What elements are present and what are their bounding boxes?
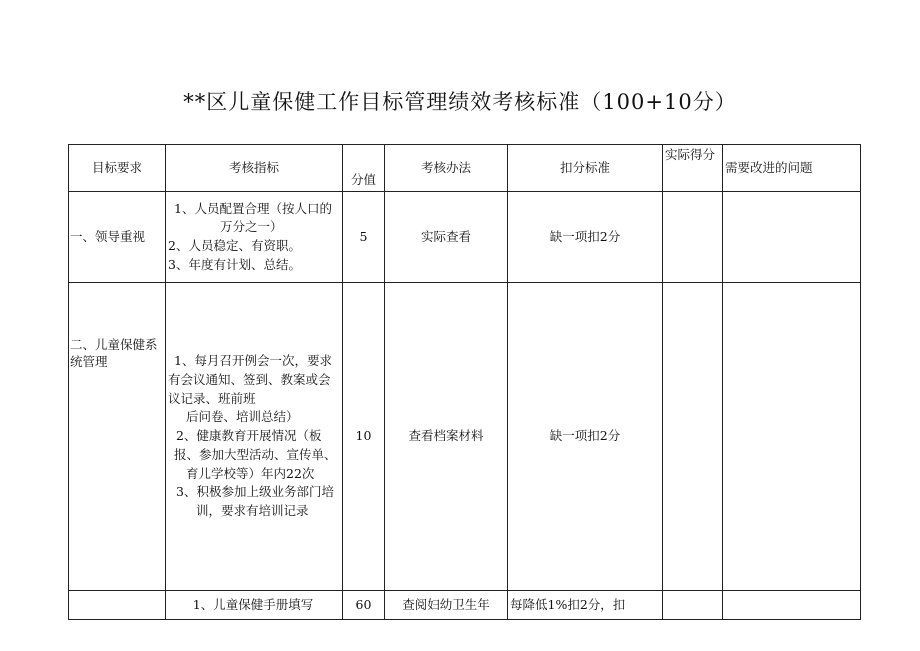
issues-cell[interactable] [723,192,861,283]
assessment-table [68,144,861,620]
method-cell: 实际查看 [385,192,508,283]
deduction-cell: 缺一项扣2分 [508,192,663,283]
header-goal: 目标要求 [69,145,166,192]
method-cell: 查看档案材料 [385,283,508,591]
indicator-line: 1、儿童保健手册填写 [192,596,314,612]
score-cell: 5 [343,192,385,283]
indicator-line: 后问卷、培训总结） [186,409,299,425]
header-indicator: 考核指标 [166,145,343,192]
page-title: **区儿童保健工作目标管理绩效考核标准（100+10分） [183,90,737,114]
deduction-cell: 每降低1%扣2分，扣 [508,591,663,620]
method-cell: 查阅妇幼卫生年 [385,591,508,620]
indicator-line: 2、人员稳定、有资职。 [168,238,301,253]
indicator-line: 3、年度有计划、总结。 [168,256,301,272]
indicator-line: 3、积极参加上级业务部门培 [176,484,334,500]
header-score: 分值 [343,145,385,192]
goal-cell [69,591,166,620]
score-cell: 60 [343,591,385,620]
indicator-line: 1、人员配置合理（按人口的 [174,200,332,216]
header-method: 考核办法 [385,145,508,192]
indicator-line: 万分之一） [220,219,283,235]
indicator-line: 育儿学校等）年内22次 [186,465,315,481]
issues-cell[interactable] [723,591,861,620]
table-row [69,283,861,591]
indicator-line: 有会议通知、签到、教案或会 [168,371,331,387]
actual-score-cell[interactable] [663,591,723,620]
indicator-cell [166,192,343,283]
actual-score-cell[interactable] [663,192,723,283]
table-header-row [69,145,861,192]
header-actual: 实际得分 [663,145,723,192]
header-deduction: 扣分标准 [508,145,663,192]
indicator-cell [166,283,343,591]
table-row [69,591,861,620]
deduction-cell: 缺一项扣2分 [508,283,663,591]
indicator-line: 议记录、班前班 [168,390,256,406]
score-cell: 10 [343,283,385,591]
table-row [69,192,861,283]
goal-cell: 二、儿童保健系统管理 [69,283,166,591]
indicator-line: 训，要求有培训记录 [196,503,309,519]
header-issues: 需要改进的问题 [723,145,861,192]
issues-cell[interactable] [723,283,861,591]
actual-score-cell[interactable] [663,283,723,591]
indicator-line: 2、健康教育开展情况（板 [176,428,322,444]
goal-cell: 一、领导重视 [69,192,166,283]
indicator-line: 1、每月召开例会一次，要求 [174,353,332,369]
indicator-line: 报、参加大型活动、宣传单、 [174,446,337,462]
indicator-cell [166,591,343,620]
